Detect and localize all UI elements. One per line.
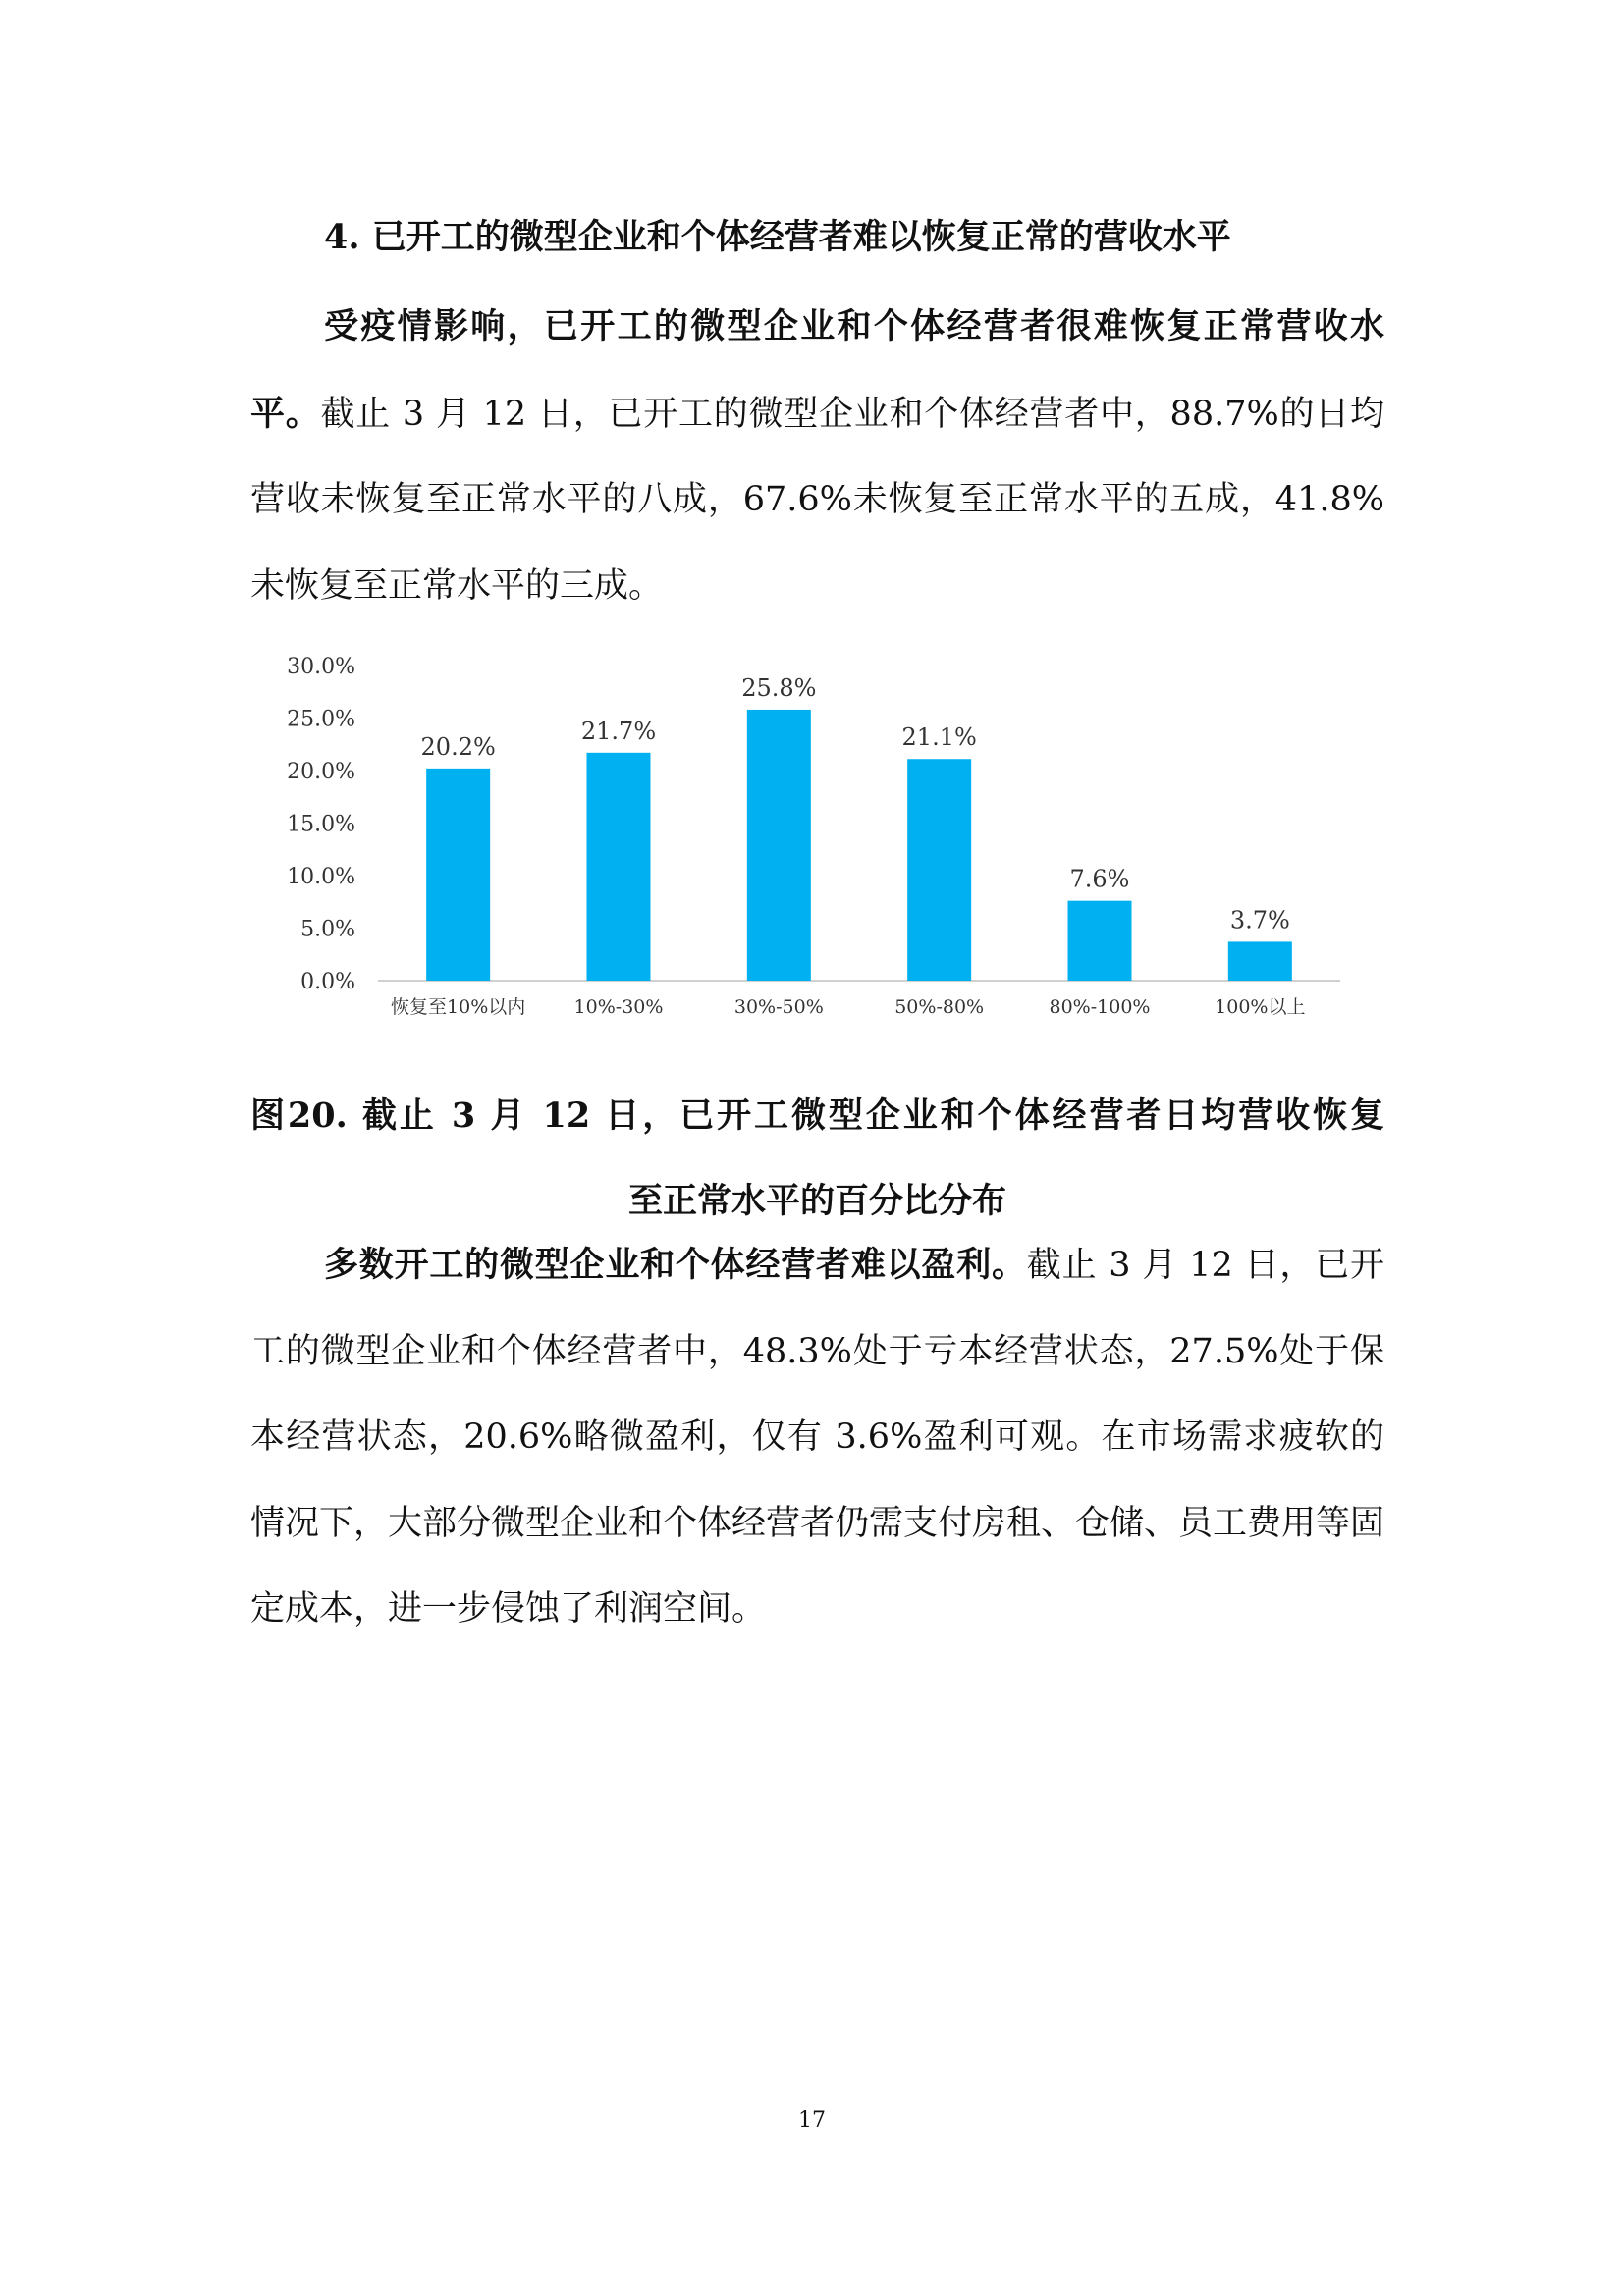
y-tick-label: 30.0%	[287, 655, 355, 679]
page-number: 17	[798, 2109, 826, 2133]
bar-chart	[265, 638, 1355, 1031]
bar-data-label: 7.6%	[1069, 865, 1130, 893]
paragraph-lead: 多数开工的微型企业和个体经营者难以盈利。	[324, 1245, 1027, 1285]
y-tick-label: 10.0%	[287, 865, 355, 889]
y-tick-label: 25.0%	[287, 707, 355, 732]
bar-group	[421, 674, 1292, 981]
paragraph-profitability	[250, 1222, 1384, 1653]
bar	[907, 759, 971, 981]
figure-caption-line1: 图20. 截止 3 月 12 日，已开工微型企业和个体经营者日均营收恢复	[250, 1095, 1384, 1136]
bar-data-label: 3.7%	[1229, 906, 1290, 934]
bar	[1068, 901, 1132, 981]
x-tick-label: 80%-100%	[1049, 996, 1151, 1018]
paragraph-body: 截止 3 月 12 日，已开工的微型企业和个体经营者中，88.7%的日均营收未恢复至正常水平的八成，67.6%未恢复至正常水平的五成，41.8%未恢复至正常水平的三成。	[250, 394, 1384, 606]
x-tick-label: 恢复至10%以内	[391, 996, 526, 1018]
x-tick-label: 30%-50%	[733, 996, 824, 1018]
bar	[587, 753, 651, 981]
y-axis	[287, 655, 355, 994]
bar-data-label: 21.7%	[580, 717, 657, 745]
y-tick-label: 5.0%	[300, 917, 355, 942]
bar	[1228, 941, 1292, 981]
paragraph-recovery	[250, 284, 1384, 629]
figure-caption	[250, 1073, 1384, 1244]
paragraph-lead: 受疫情影响，已开工的微型企业和个体经营者很难恢复正常营收水平。	[250, 306, 1384, 434]
y-tick-label: 0.0%	[300, 970, 355, 994]
x-tick-label: 100%以上	[1215, 996, 1306, 1018]
figure-caption-line2: 至正常水平的百分比分布	[627, 1181, 1006, 1221]
x-axis-labels	[391, 996, 1305, 1018]
bar-data-label: 21.1%	[901, 723, 977, 752]
y-tick-label: 20.0%	[287, 760, 355, 784]
bar-data-label: 25.8%	[741, 673, 817, 702]
bar	[426, 769, 490, 981]
paragraph-body: 截止 3 月 12 日，已开工的微型企业和个体经营者中，48.3%处于亏本经营状态，27.5%处于保本经营状态，20.6%略微盈利，仅有 3.6%盈利可观。在市场需求疲软的情况下，大部分微型企业和个体经营者仍需支付房租、仓储、员工费用等固定成本，进一步侵蚀了利润空间。	[250, 1246, 1385, 1629]
x-tick-label: 50%-80%	[894, 996, 985, 1018]
bar-data-label: 20.2%	[420, 732, 496, 761]
section-heading: 4. 已开工的微型企业和个体经营者难以恢复正常的营收水平	[324, 217, 1231, 257]
y-tick-label: 15.0%	[287, 812, 355, 837]
x-tick-label: 10%-30%	[573, 996, 664, 1018]
bar	[747, 710, 811, 981]
